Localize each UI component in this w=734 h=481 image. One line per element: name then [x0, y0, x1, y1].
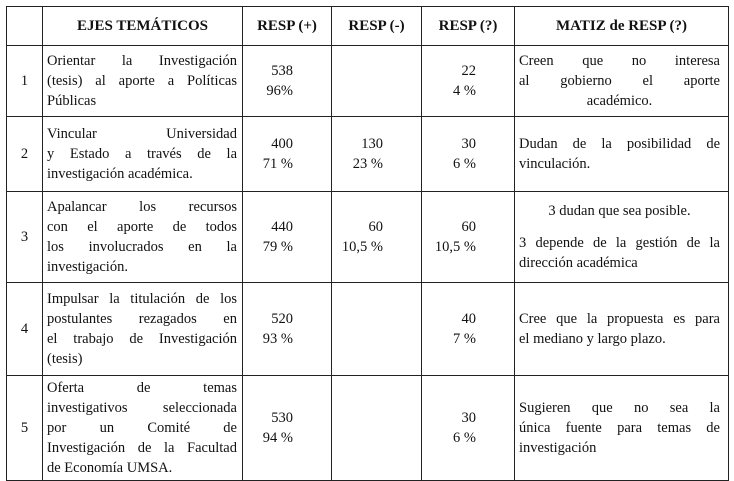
resp-q-pct: 7 %: [453, 331, 476, 347]
eje-line: Vincular Universidad: [47, 126, 237, 142]
eje-line: Impulsar la titulación de los: [47, 291, 237, 307]
resp-q-cell: [422, 283, 515, 376]
eje-line: (tesis) al aporte a Políticas: [47, 73, 237, 89]
resp-q-pct: 4 %: [453, 83, 476, 99]
row-number: 5: [7, 376, 43, 481]
eje-cell: [43, 117, 243, 192]
resp-neg-cell: [332, 192, 422, 283]
table-row: [7, 117, 729, 192]
row-number: 4: [7, 283, 43, 376]
matiz-line: Sugieren que no sea la: [519, 400, 720, 416]
resp-q-pct: 6 %: [453, 430, 476, 446]
matiz-line: vinculación.: [519, 156, 591, 172]
eje-line: con el aporte de todos: [47, 219, 237, 235]
eje-line: el trabajo de Investigación: [47, 331, 237, 347]
resp-q-cell: [422, 117, 515, 192]
resp-neg-cell: [332, 46, 422, 117]
matiz-spacer: [519, 221, 720, 233]
resp-neg-count: 130: [361, 136, 383, 152]
resp-q-count: 40: [461, 311, 476, 327]
header-resp-pos: RESP (+): [243, 7, 332, 46]
matiz-line: al gobierno el aporte: [519, 73, 720, 89]
matiz-line: Dudan de la posibilidad de: [519, 136, 720, 152]
resp-pos-pct: 96%: [266, 83, 293, 99]
table-row: [7, 192, 729, 283]
eje-cell: [43, 46, 243, 117]
resp-q-count: 30: [461, 136, 476, 152]
eje-line: postulantes rezagados en: [47, 311, 237, 327]
eje-line: Oferta de temas: [47, 380, 237, 396]
resp-q-cell: [422, 192, 515, 283]
matiz-line: Creen que no interesa: [519, 53, 720, 69]
resp-pos-count: 530: [271, 410, 293, 426]
resp-neg-cell: [332, 117, 422, 192]
resp-q-count: 22: [461, 63, 476, 79]
resp-pos-pct: 93 %: [262, 331, 293, 347]
resp-pos-count: 440: [271, 219, 293, 235]
row-number: 3: [7, 192, 43, 283]
row-number: 1: [7, 46, 43, 117]
header-row: [7, 7, 729, 46]
resp-neg-cell: [332, 283, 422, 376]
eje-line: investigación académica.: [47, 166, 193, 182]
matiz-line: el mediano y largo plazo.: [519, 331, 666, 347]
row-number: 2: [7, 117, 43, 192]
resp-pos-cell: [243, 376, 332, 481]
resp-q-pct: 6 %: [453, 156, 476, 172]
matiz-cell: [515, 192, 729, 283]
eje-line: (tesis): [47, 351, 83, 367]
resp-pos-count: 400: [271, 136, 293, 152]
resp-pos-count: 538: [271, 63, 293, 79]
matiz-line: única fuente para temas de: [519, 420, 720, 436]
resp-q-count: 60: [461, 219, 476, 235]
resp-pos-pct: 71 %: [262, 156, 293, 172]
resp-pos-cell: [243, 283, 332, 376]
matiz-line: académico.: [586, 93, 653, 109]
eje-line: investigación.: [47, 259, 128, 275]
table-row: [7, 283, 729, 376]
eje-line: los involucrados en la: [47, 239, 237, 255]
matiz-line: Cree que la propuesta es para: [519, 311, 720, 327]
eje-line: Orientar la Investigación: [47, 53, 237, 69]
eje-cell: [43, 376, 243, 481]
resp-neg-pct: 10,5 %: [341, 239, 383, 255]
resp-neg-pct: 23 %: [352, 156, 383, 172]
matiz-cell: [515, 376, 729, 481]
resp-q-cell: [422, 46, 515, 117]
resp-pos-cell: [243, 192, 332, 283]
header-num: [7, 7, 43, 46]
resp-neg-cell: [332, 376, 422, 481]
matiz-line: dirección académica: [519, 255, 638, 271]
header-ejes: EJES TEMÁTICOS: [43, 7, 243, 46]
matiz-line: 3 dudan que sea posible.: [548, 203, 691, 219]
resp-pos-pct: 94 %: [262, 430, 293, 446]
eje-line: y Estado a través de la: [47, 146, 237, 162]
matiz-line: investigación: [519, 440, 597, 456]
resp-pos-cell: [243, 117, 332, 192]
eje-cell: [43, 283, 243, 376]
resp-pos-count: 520: [271, 311, 293, 327]
resp-q-cell: [422, 376, 515, 481]
header-resp-q: RESP (?): [422, 7, 515, 46]
resp-q-pct: 10,5 %: [434, 239, 476, 255]
header-resp-neg: RESP (-): [332, 7, 422, 46]
resp-pos-cell: [243, 46, 332, 117]
matiz-line: 3 depende de la gestión de la: [519, 235, 720, 251]
matiz-cell: [515, 46, 729, 117]
resp-q-count: 30: [461, 410, 476, 426]
resp-neg-count: 60: [368, 219, 383, 235]
eje-line: Públicas: [47, 93, 97, 109]
eje-line: de Economía UMSA.: [47, 460, 173, 476]
eje-line: por un Comité de: [47, 420, 237, 436]
table-row: [7, 376, 729, 481]
header-matiz: MATIZ de RESP (?): [515, 7, 729, 46]
table-row: [7, 46, 729, 117]
matiz-cell: [515, 283, 729, 376]
eje-cell: [43, 192, 243, 283]
thematic-axes-table: [6, 6, 729, 481]
resp-pos-pct: 79 %: [262, 239, 293, 255]
matiz-cell: [515, 117, 729, 192]
eje-line: Apalancar los recursos: [47, 199, 237, 215]
eje-line: investigativos seleccionada: [47, 400, 237, 416]
eje-line: Investigación de la Facultad: [47, 440, 237, 456]
